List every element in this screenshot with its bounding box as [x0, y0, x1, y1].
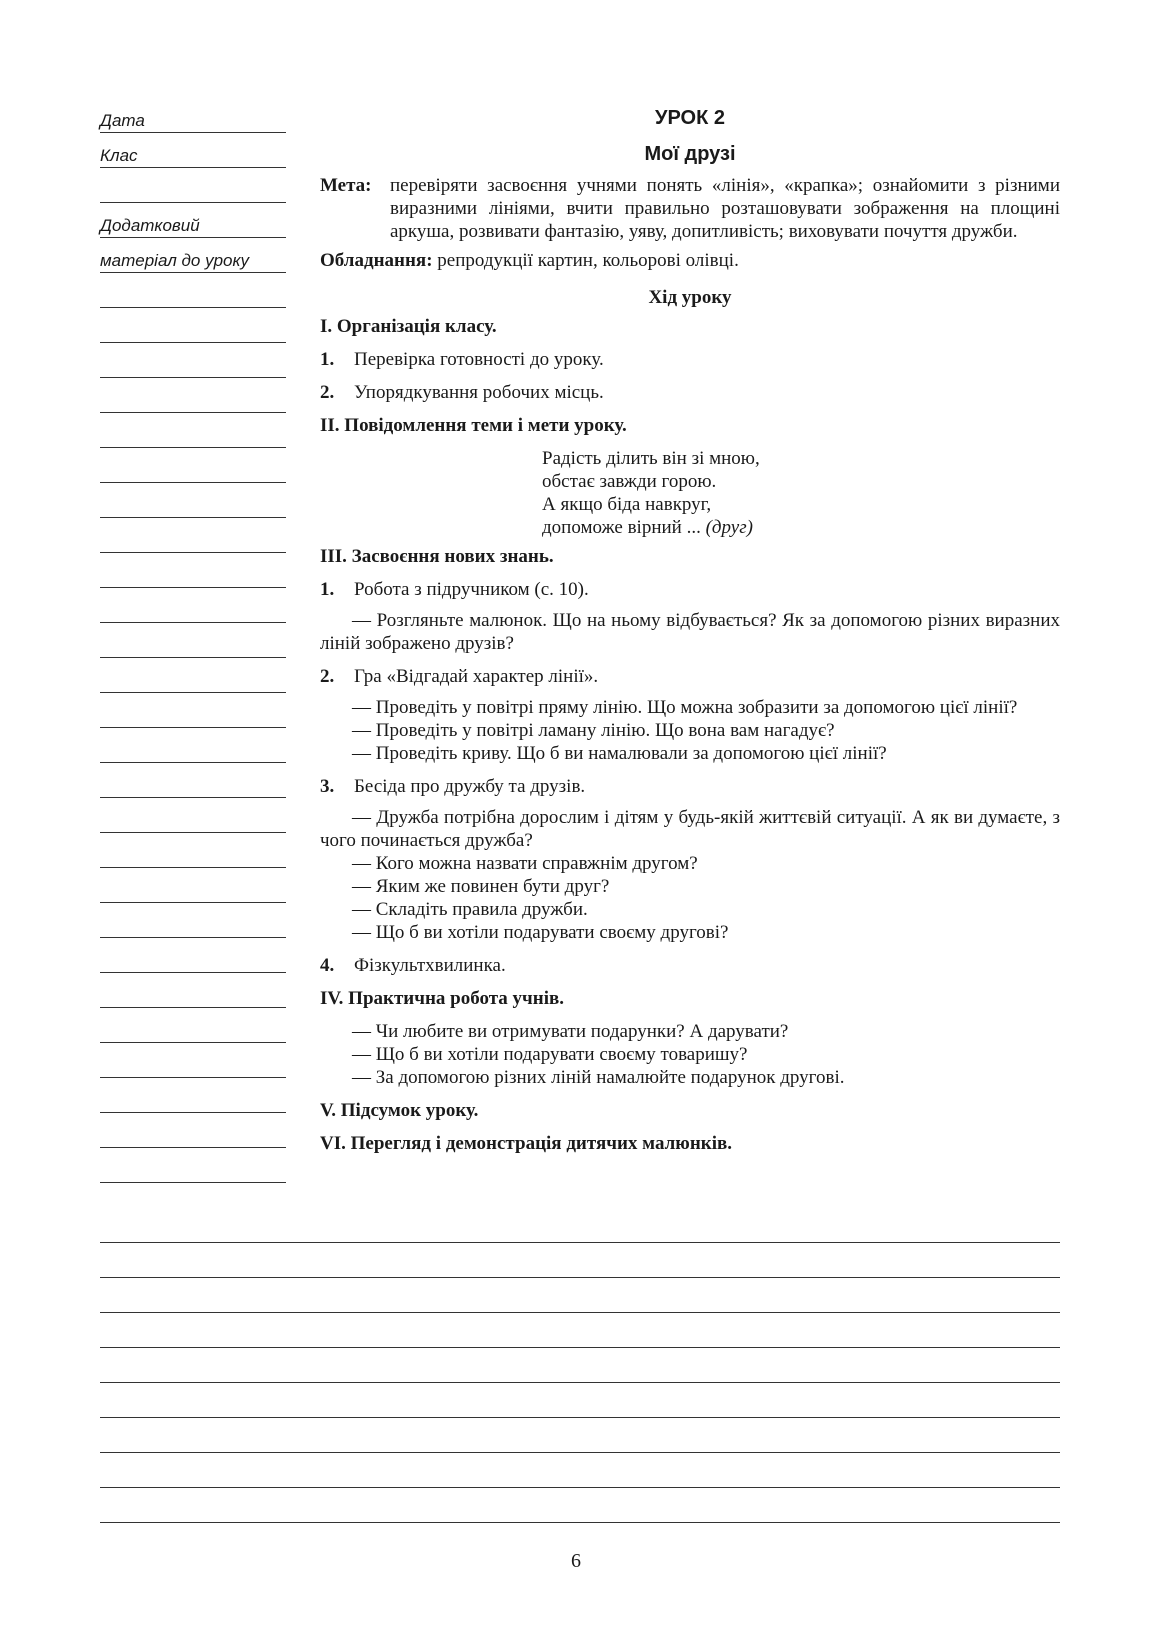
question-line: — За допомогою різних ліній намалюйте подарунок другові. — [352, 1067, 845, 1088]
blank-line[interactable] — [100, 168, 286, 203]
lesson-title: Мої друзі — [644, 143, 736, 165]
blank-line[interactable] — [100, 833, 286, 868]
question-line: — Кого можна назвати справжнім другом? — [352, 853, 698, 874]
section-title: ІІ. Повідомлення теми і мети уроку. — [320, 415, 627, 436]
blank-line[interactable] — [100, 588, 286, 623]
question-line: — Чи любите ви отримувати подарунки? А дарувати? — [352, 1021, 789, 1042]
blank-line[interactable] — [100, 973, 286, 1008]
blank-line[interactable] — [100, 1008, 286, 1043]
poem-line: Радість ділить він зі мною, — [542, 448, 760, 469]
equipment-label: Обладнання: — [320, 250, 433, 271]
lesson-goal — [320, 174, 1060, 243]
blank-line[interactable] — [100, 1043, 286, 1078]
blank-line[interactable] — [100, 448, 286, 483]
blank-line[interactable] — [100, 378, 286, 413]
additional-material-line-2[interactable] — [100, 238, 286, 273]
class-label: Клас — [100, 146, 138, 165]
item-text: Перевірка готовності до уроку. — [354, 349, 604, 370]
blank-line[interactable] — [100, 518, 286, 553]
note-line[interactable] — [100, 1243, 1060, 1278]
item-number: 2. — [320, 382, 335, 403]
blank-line[interactable] — [100, 903, 286, 938]
equipment-text: репродукції картин, кольорові олівці. — [437, 250, 739, 271]
item-paragraph: — Проведіть у повітрі пряму лінію. Що можна зобразити за допомогою цієї лінії? — [352, 697, 1018, 718]
poem-line — [542, 516, 1060, 539]
list-item — [320, 665, 1060, 765]
additional-label-1: Додатковий — [100, 216, 200, 235]
question-group — [320, 1020, 1060, 1089]
blank-line[interactable] — [100, 483, 286, 518]
note-line[interactable] — [100, 1488, 1060, 1523]
blank-line[interactable] — [100, 273, 286, 308]
date-label: Дата — [100, 111, 145, 130]
blank-line[interactable] — [100, 308, 286, 343]
margin-notes-column — [100, 98, 286, 1183]
section-title: IV. Практична робота учнів. — [320, 988, 564, 1009]
item-number: 2. — [320, 666, 335, 687]
section-title: ІІІ. Засвоєння нових знань. — [320, 546, 554, 567]
note-line[interactable] — [100, 1383, 1060, 1418]
item-text: Гра «Відгадай характер лінії». — [354, 666, 599, 687]
blank-line[interactable] — [100, 868, 286, 903]
item-number: 4. — [320, 955, 335, 976]
question-line: — Складіть правила дружби. — [352, 899, 588, 920]
blank-line[interactable] — [100, 693, 286, 728]
poem-line: обстає завжди горою. — [542, 471, 717, 492]
question-line: — Проведіть криву. Що б ви намалювали за допомогою цієї лінії? — [352, 743, 887, 764]
blank-line[interactable] — [100, 658, 286, 693]
list-item — [320, 954, 1060, 977]
note-line[interactable] — [100, 1278, 1060, 1313]
note-line[interactable] — [100, 1313, 1060, 1348]
item-paragraph: — Дружба потрібна дорослим і дітям у будь-якій життєвій ситуації. А як ви думаєте, з чого починається дружба? — [320, 807, 1060, 851]
item-paragraph: — Розгляньте малюнок. Що на ньому відбувається? Як за допомогою різних виразних ліній зображено друзів? — [320, 610, 1060, 654]
blank-line[interactable] — [100, 728, 286, 763]
page-number: 6 — [571, 1550, 581, 1572]
item-number: 3. — [320, 776, 335, 797]
note-line[interactable] — [100, 1418, 1060, 1453]
lesson-equipment — [320, 249, 1060, 272]
item-text: Робота з підручником (с. 10). — [354, 579, 589, 600]
blank-line[interactable] — [100, 938, 286, 973]
item-text: Упорядкування робочих місць. — [354, 382, 604, 403]
additional-label-2: матеріал до уроку — [100, 251, 250, 270]
list-item — [320, 381, 1060, 404]
question-line: — Яким же повинен бути друг? — [352, 876, 610, 897]
question-line: — Проведіть у повітрі ламану лінію. Що вона вам нагадує? — [352, 720, 835, 741]
additional-material-line-1[interactable] — [100, 203, 286, 238]
blank-line[interactable] — [100, 553, 286, 588]
note-line[interactable] — [100, 1348, 1060, 1383]
item-number: 1. — [320, 579, 335, 600]
section-title: VI. Перегляд і демонстрація дитячих малюнків. — [320, 1133, 732, 1154]
blank-line[interactable] — [100, 413, 286, 448]
lesson-progress-title: Хід уроку — [648, 287, 732, 308]
item-text: Фізкультхвилинка. — [354, 955, 506, 976]
blank-line[interactable] — [100, 1113, 286, 1148]
item-text: Бесіда про дружбу та друзів. — [354, 776, 586, 797]
riddle-poem — [320, 447, 1060, 539]
note-line[interactable] — [100, 1208, 1060, 1243]
poem-line: А якщо біда навкруг, — [542, 494, 712, 515]
blank-line[interactable] — [100, 343, 286, 378]
goal-text: перевіряти засвоєння учнями понять «лінія», «крапка»; ознайомити з різними виразними лініями, вчити правильно розташовувати зображення на площині аркуша, розвивати фантазію, уяву, допитливість; виховувати почуття дружби. — [390, 175, 1060, 242]
list-item — [320, 775, 1060, 944]
blank-line[interactable] — [100, 763, 286, 798]
blank-line[interactable] — [100, 1078, 286, 1113]
poem-answer: (друг) — [705, 517, 753, 538]
blank-line[interactable] — [100, 623, 286, 658]
question-line: — Що б ви хотіли подарувати своєму другові? — [352, 922, 729, 943]
goal-label: Мета: — [320, 175, 372, 196]
section-title: І. Організація класу. — [320, 316, 497, 337]
notes-lines — [100, 1208, 1060, 1523]
list-item — [320, 578, 1060, 655]
blank-line[interactable] — [100, 798, 286, 833]
list-item — [320, 348, 1060, 371]
question-line: — Що б ви хотіли подарувати своєму товаришу? — [352, 1044, 748, 1065]
date-line[interactable] — [100, 98, 286, 133]
blank-line[interactable] — [100, 1148, 286, 1183]
class-line[interactable] — [100, 133, 286, 168]
lesson-content — [320, 102, 1060, 1165]
poem-line-text: допоможе вірний ... — [542, 517, 701, 538]
item-number: 1. — [320, 349, 335, 370]
section-title: V. Підсумок уроку. — [320, 1100, 479, 1121]
lesson-number: УРОК 2 — [655, 107, 725, 129]
note-line[interactable] — [100, 1453, 1060, 1488]
